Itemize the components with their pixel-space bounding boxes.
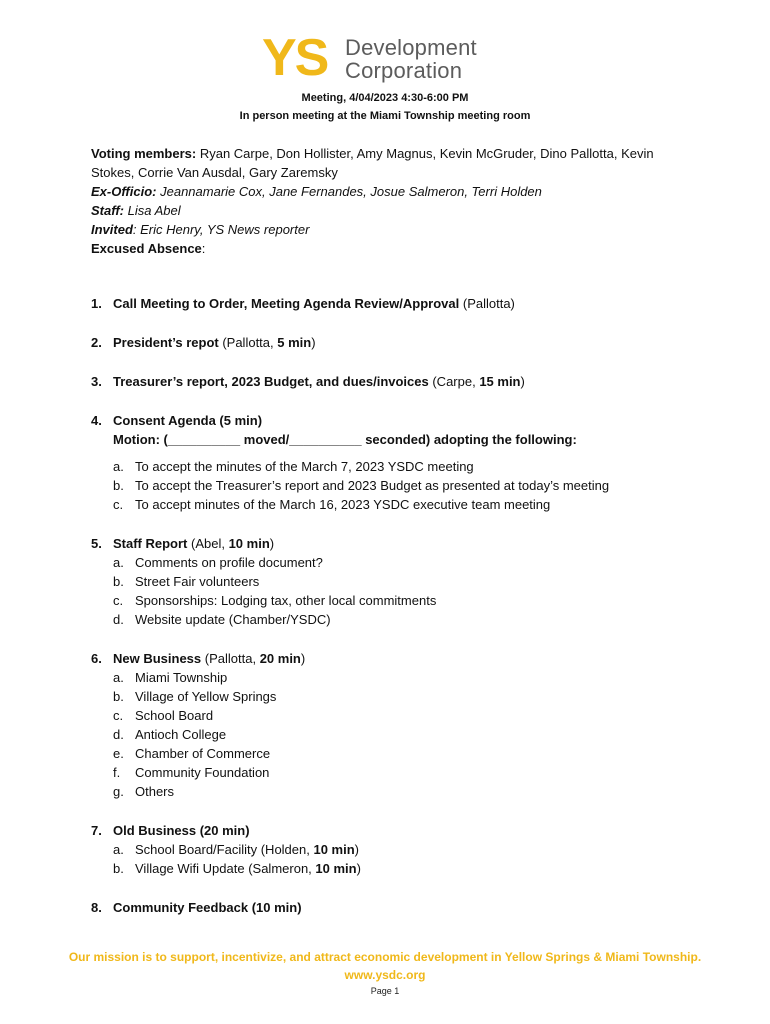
agenda-list xyxy=(91,294,711,917)
agenda-item-4: 4. Consent Agenda (5 min) Motion: (__________ moved/__________ seconded) adopting the following: a. To accept the minutes of the March 7, 2023 YSDC meeting b. To accept the Treasurer’s report and 2023 Budget as presented at today’s meeting c. To accept minutes of the March 16, 2023 YSDC executive team meeting xyxy=(91,411,711,514)
page-number: Page 1 xyxy=(370,986,400,996)
list-item: d. Antioch College xyxy=(113,727,227,742)
ex-officio: Ex-Officio: Jeannamarie Cox, Jane Fernandes, Josue Salmeron, Terri Holden xyxy=(91,184,542,199)
ysdc-logo xyxy=(262,29,512,87)
agenda-item-7: 7. Old Business (20 min) a. School Board/Facility (Holden, 10 min) b. Village Wifi Update (Salmeron, 10 min) xyxy=(91,821,711,878)
motion-line: Motion: (__________ moved/__________ seconded) adopting the following: xyxy=(113,432,577,447)
list-item: b. Village of Yellow Springs xyxy=(113,689,277,704)
agenda-item-3: 3. Treasurer’s report, 2023 Budget, and dues/invoices (Carpe, 15 min) xyxy=(91,374,525,389)
list-item: b. Street Fair volunteers xyxy=(113,574,260,589)
logo-line-development: Development xyxy=(345,35,477,60)
list-item: a. School Board/Facility (Holden, 10 min) xyxy=(113,842,360,857)
meeting-location: In person meeting at the Miami Township meeting room xyxy=(239,110,531,122)
list-item: e. Chamber of Commerce xyxy=(113,746,271,761)
list-item: a. Miami Township xyxy=(113,670,228,685)
list-item: g. Others xyxy=(113,784,175,799)
agenda-item-1: 1. Call Meeting to Order, Meeting Agenda Review/Approval (Pallotta) xyxy=(91,296,515,311)
website-link[interactable]: www.ysdc.org xyxy=(344,968,426,982)
staff: Staff: Lisa Abel xyxy=(91,203,181,218)
list-item: c. Sponsorships: Lodging tax, other local commitments xyxy=(113,593,437,608)
list-item: a. To accept the minutes of the March 7, 2023 YSDC meeting xyxy=(113,459,474,474)
voting-members: Voting members: Ryan Carpe, Don Hollister, Amy Magnus, Kevin McGruder, Dino Pallotta, Kevin Stokes, Corrie Van Ausdal, Gary Zaremsky xyxy=(91,146,654,180)
list-item: f. Community Foundation xyxy=(113,765,270,780)
list-item: c. To accept minutes of the March 16, 2023 YSDC executive team meeting xyxy=(113,497,551,512)
logo-ys-mark: YS xyxy=(262,29,328,87)
list-item: c. School Board xyxy=(113,708,214,723)
list-item: a. Comments on profile document? xyxy=(113,555,323,570)
logo-line-corporation: Corporation xyxy=(345,58,463,83)
excused-absence: Excused Absence: xyxy=(91,241,206,256)
agenda-item-6: 6. New Business (Pallotta, 20 min) a. Miami Township b. Village of Yellow Springs c. School Board d. Antioch College e. Chamber of Commerce f. Community Foundation g. Others xyxy=(91,649,711,801)
attendees-section xyxy=(91,144,691,258)
agenda-item-5: 5. Staff Report (Abel, 10 min) a. Comments on profile document? b. Street Fair volunteers c. Sponsorships: Lodging tax, other local commitments d. Website update (Chamber/YSDC) xyxy=(91,534,711,629)
list-item: b. Village Wifi Update (Salmeron, 10 min) xyxy=(113,861,361,876)
invited: Invited: Eric Henry, YS News reporter xyxy=(91,222,310,237)
meeting-datetime: Meeting, 4/04/2023 4:30-6:00 PM xyxy=(301,92,469,104)
agenda-item-2: 2. President’s repot (Pallotta, 5 min) xyxy=(91,335,316,350)
agenda-item-8: 8. Community Feedback (10 min) xyxy=(91,900,302,915)
list-item: d. Website update (Chamber/YSDC) xyxy=(113,612,331,627)
list-item: b. To accept the Treasurer’s report and 2023 Budget as presented at today’s meeting xyxy=(113,478,610,493)
mission-statement: Our mission is to support, incentivize, and attract economic development in Yellow Springs & Miami Township. xyxy=(68,950,702,964)
